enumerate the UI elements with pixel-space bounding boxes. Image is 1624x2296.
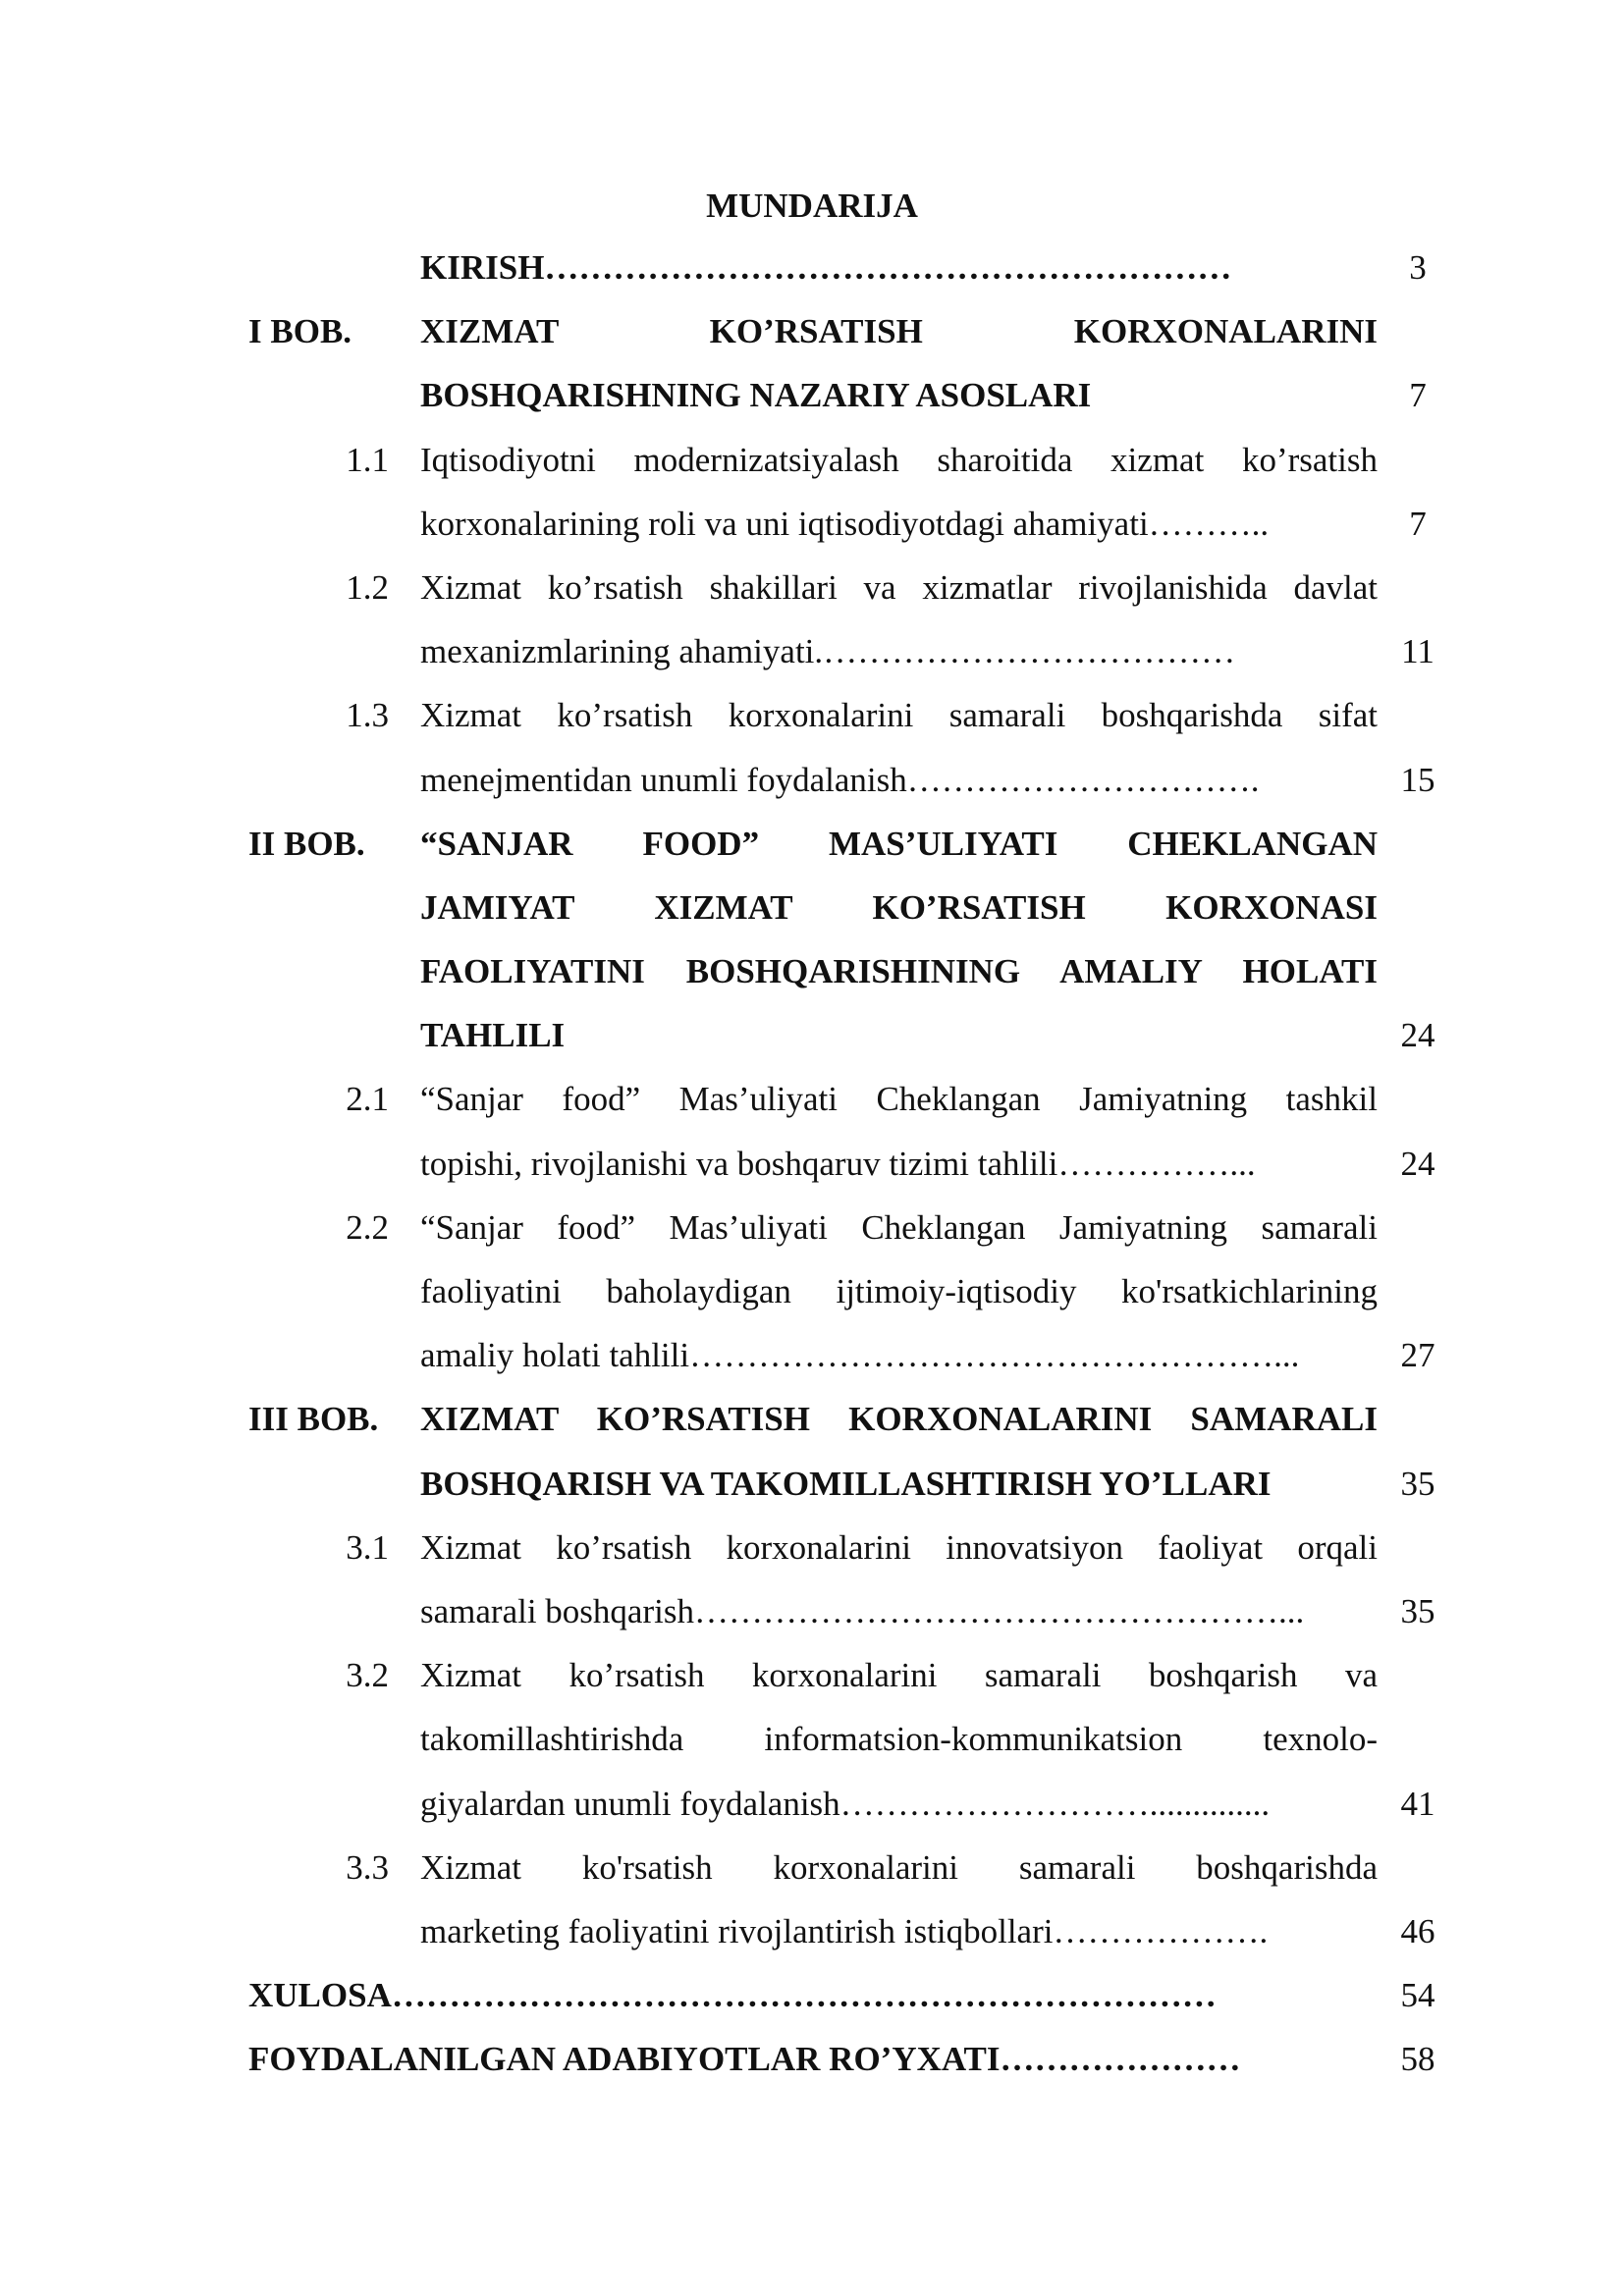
entry-title-text: Xizmat ko'rsatish korxonalarini samarali boshqarishda <box>420 1847 1378 1887</box>
toc-entry <box>0 1836 1624 1963</box>
page-number: 35 <box>1400 1591 1435 1630</box>
page-number: 7 <box>1409 504 1427 543</box>
toc-entry-line <box>0 1196 1624 1259</box>
entry-title-text: FOYDALANILGAN ADABIYOTLAR RO’YXATI………………… <box>248 2040 1241 2079</box>
entry-title-text: “Sanjar food” Mas’uliyati Cheklangan Jamiyatning samarali <box>420 1207 1378 1247</box>
chapter-label: III BOB. <box>248 1400 379 1439</box>
entry-title-text: KIRISH…………………………………………………… <box>420 248 1232 287</box>
toc-entry-line <box>0 236 1624 299</box>
entry-title-text: Iqtisodiyotni modernizatsiyalash sharoitida xizmat ko’rsatish <box>420 440 1378 479</box>
toc-entry-line <box>0 1452 1624 1516</box>
entry-title-text: mexanizmlarining ahamiyati.……………………………… <box>420 632 1236 671</box>
entry-title-text: BOSHQARISHNING NAZARIY ASOSLARI <box>420 376 1092 415</box>
toc-entry-line <box>0 1132 1624 1196</box>
section-number: 1.3 <box>346 696 389 735</box>
toc-entry-line <box>0 1387 1624 1451</box>
entry-title-text: faoliyatini baholaydigan ijtimoiy-iqtisodiy ko'rsatkichlarining <box>420 1272 1378 1310</box>
entry-title-text: TAHLILI <box>420 1016 566 1055</box>
page-number: 15 <box>1400 760 1435 799</box>
entry-title-text: BOSHQARISH VA TAKOMILLASHTIRISH YO’LLARI <box>420 1464 1272 1503</box>
toc-entry-line <box>0 556 1624 619</box>
section-number: 2.1 <box>346 1080 389 1119</box>
toc-entry <box>0 1516 1624 1643</box>
toc-entry <box>0 812 1624 1068</box>
toc-entry <box>0 2027 1624 2091</box>
entry-title-text: marketing faoliyatini rivojlantirish istiqbollari………………. <box>420 1911 1269 1950</box>
entry-title-text: topishi, rivojlanishi va boshqaruv tizimi tahlili……………... <box>420 1144 1256 1183</box>
toc-entry-line <box>0 1259 1624 1323</box>
toc-entry-line <box>0 1836 1624 1899</box>
section-number: 3.1 <box>346 1527 389 1567</box>
entry-title-text: giyalardan unumli foydalanish……………………….............. <box>420 1784 1271 1823</box>
toc-entry <box>0 428 1624 556</box>
toc-entry <box>0 1963 1624 2027</box>
chapter-label: II BOB. <box>248 824 365 863</box>
toc-entry-line <box>0 1579 1624 1643</box>
toc-entry-line <box>0 748 1624 812</box>
toc-entry-line <box>0 1963 1624 2027</box>
page-title-text: MUNDARIJA <box>706 187 918 225</box>
entry-title-text: XIZMAT KO’RSATISH KORXONALARINI <box>420 312 1378 351</box>
page-number: 58 <box>1400 2040 1435 2079</box>
toc-entry <box>0 236 1624 299</box>
entry-title-text: Xizmat ko’rsatish shakillari va xizmatlar rivojlanishida davlat <box>420 567 1378 607</box>
entry-title-text: XULOSA……………………………………………………………… <box>248 1976 1217 2015</box>
toc-entry <box>0 1067 1624 1195</box>
entry-title-text: Xizmat ko’rsatish korxonalarini samarali boshqarishda sifat <box>420 696 1378 735</box>
section-number: 3.3 <box>346 1847 389 1887</box>
toc-entry <box>0 556 1624 683</box>
entry-title-text: Xizmat ko’rsatish korxonalarini samarali boshqarish va <box>420 1656 1378 1695</box>
table-of-contents <box>0 236 1624 2091</box>
toc-entry-line <box>0 1707 1624 1771</box>
toc-entry-line <box>0 876 1624 939</box>
entry-title-text: amaliy holati tahlili……………………………………………... <box>420 1336 1300 1375</box>
toc-entry-line <box>0 1003 1624 1067</box>
toc-entry <box>0 1387 1624 1515</box>
page-number: 3 <box>1409 248 1427 287</box>
toc-entry <box>0 1643 1624 1836</box>
toc-entry <box>0 299 1624 427</box>
entry-title-text: “SANJAR FOOD” MAS’ULIYATI CHEKLANGAN <box>420 824 1378 863</box>
page-number: 41 <box>1400 1784 1435 1823</box>
page-number: 35 <box>1400 1464 1435 1503</box>
entry-title-text: Xizmat ko’rsatish korxonalarini innovatsiyon faoliyat orqali <box>420 1527 1378 1567</box>
toc-entry-line <box>0 1772 1624 1836</box>
entry-title-text: FAOLIYATINI BOSHQARISHINING AMALIY HOLATI <box>420 952 1378 991</box>
toc-entry <box>0 1196 1624 1388</box>
chapter-label: I BOB. <box>248 312 352 351</box>
toc-entry-line <box>0 683 1624 747</box>
toc-entry-line <box>0 1067 1624 1131</box>
page-number: 11 <box>1401 632 1435 671</box>
page-title <box>0 183 1624 230</box>
section-number: 3.2 <box>346 1656 389 1695</box>
entry-title-text: “Sanjar food” Mas’uliyati Cheklangan Jamiyatning tashkil <box>420 1080 1378 1119</box>
entry-title-text: takomillashtirishda informatsion-kommunikatsion texnolo- <box>420 1720 1378 1759</box>
page-number: 46 <box>1400 1911 1435 1950</box>
entry-title-text: JAMIYAT XIZMAT KO’RSATISH KORXONASI <box>420 887 1378 927</box>
toc-entry-line <box>0 492 1624 556</box>
page-number: 24 <box>1400 1016 1435 1055</box>
toc-entry-line <box>0 1323 1624 1387</box>
toc-entry-line <box>0 812 1624 876</box>
entry-title-text: korxonalarining roli va uni iqtisodiyotdagi ahamiyati……….. <box>420 504 1270 543</box>
section-number: 2.2 <box>346 1207 389 1247</box>
toc-entry-line <box>0 363 1624 427</box>
page-number: 7 <box>1409 376 1427 415</box>
entry-title-text: samarali boshqarish……………………………………………... <box>420 1591 1305 1630</box>
toc-entry <box>0 683 1624 811</box>
toc-entry-line <box>0 939 1624 1003</box>
section-number: 1.1 <box>346 440 389 479</box>
entry-title-text: XIZMAT KO’RSATISH KORXONALARINI SAMARALI <box>420 1400 1378 1439</box>
toc-entry-line <box>0 1899 1624 1963</box>
entry-title-text: menejmentidan unumli foydalanish…………………………. <box>420 760 1260 799</box>
page-number: 54 <box>1400 1976 1435 2015</box>
toc-entry-line <box>0 299 1624 363</box>
toc-entry-line <box>0 428 1624 492</box>
toc-entry-line <box>0 1516 1624 1579</box>
toc-entry-line <box>0 1643 1624 1707</box>
page-number: 24 <box>1400 1144 1435 1183</box>
toc-entry-line <box>0 2027 1624 2091</box>
page-number: 27 <box>1400 1336 1435 1375</box>
section-number: 1.2 <box>346 567 389 607</box>
toc-entry-line <box>0 619 1624 683</box>
